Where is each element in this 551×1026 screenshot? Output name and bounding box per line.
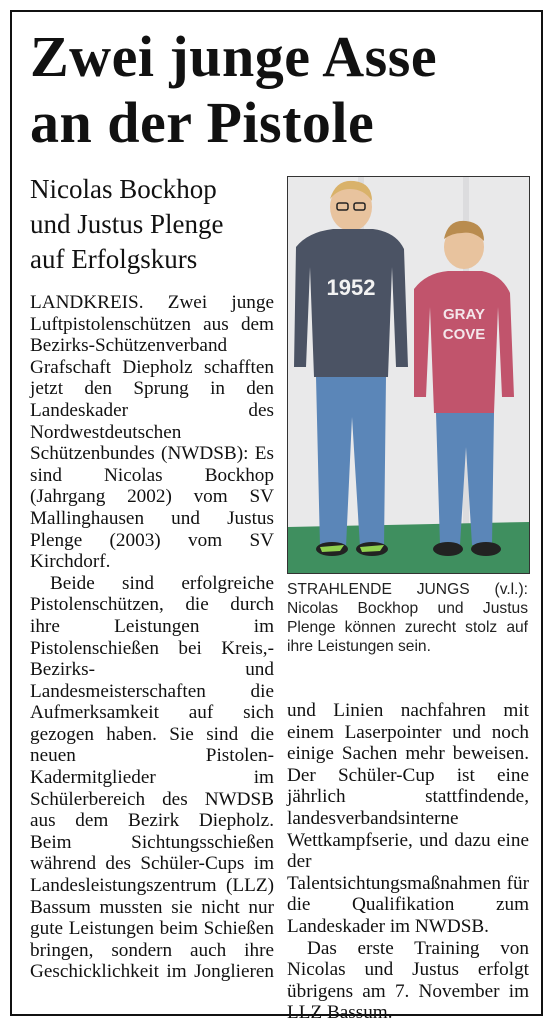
boy-left-shirt-print: 1952 — [326, 275, 376, 300]
paragraph-2: Beide sind erfolgreiche Pistolenschützen, die durch ihre Leistungen im Pistolenschießen bei Kreis,- Bezirks- und Landesmeisterschaften die Aufmerksamkeit auf sich gezogen haben. Sie sind die neuen Pistolen-Kadermitglieder im Schülerbereich des NWDSB aus dem Bezirk Diepholz. Beim Sichtungsschießen während des Schüler-Cups im Landesleistungszentrum (LLZ) Bassum mussten sie nicht nur gute Leistungen beim Schießen bringen, sondern auch ihre Geschicklichkeit im Jonglieren — [30, 572, 274, 983]
subheadline-line-3: auf Erfolgskurs — [30, 244, 198, 274]
body-column-right — [287, 700, 529, 1024]
photo-caption: STRAHLENDE JUNGS (v.l.): Nicolas Bockhop und Justus Plenge können zurecht stolz auf ihre Leistungen sein. — [287, 581, 528, 655]
boy-right-shirt-print-1: GRAY — [443, 306, 485, 323]
boy-right-shoe-2 — [471, 542, 501, 556]
subheadline — [30, 172, 280, 277]
headline-line-1: Zwei junge Asse — [30, 24, 438, 89]
body-column-left — [30, 292, 274, 983]
paragraph-1: LANDKREIS. Zwei junge Luftpistolenschützen aus dem Bezirks-Schützenverband Grafschaft Diepholz schafften jetzt den Sprung in den Landeskader des Nordwestdeutschen Schützenbundes (NWDSB): Es sind Nicolas Bockhop (Jahrgang 2002) vom SV Mallinghausen und Justus Plenge (2003) vom SV Kirchdorf. — [30, 292, 274, 573]
photo-illustration — [288, 177, 529, 573]
boy-right-shirt-print-2: COVE — [442, 326, 486, 343]
paragraph-2-continuation: und Linien nachfahren mit einem Laserpointer und noch einige Sachen mehr beweisen. Der Schüler-Cup ist eine jährlich stattfindende, landesverbandsinterne Wettkampfserie, und dazu eine der Talentsichtungsmaßnahmen für die Qualifikation zum Landeskader im NWDSB. — [287, 700, 529, 937]
headline-line-2: an der Pistole — [30, 90, 375, 155]
subheadline-line-1: Nicolas Bockhop — [30, 174, 217, 204]
paragraph-3: Das erste Training von Nicolas und Justus erfolgt übrigens am 7. November im LLZ Bassum. — [287, 937, 529, 1024]
subheadline-line-2: und Justus Plenge — [30, 209, 224, 239]
headline — [30, 24, 530, 156]
article-photo — [287, 176, 530, 574]
boy-right-shoe — [433, 542, 463, 556]
